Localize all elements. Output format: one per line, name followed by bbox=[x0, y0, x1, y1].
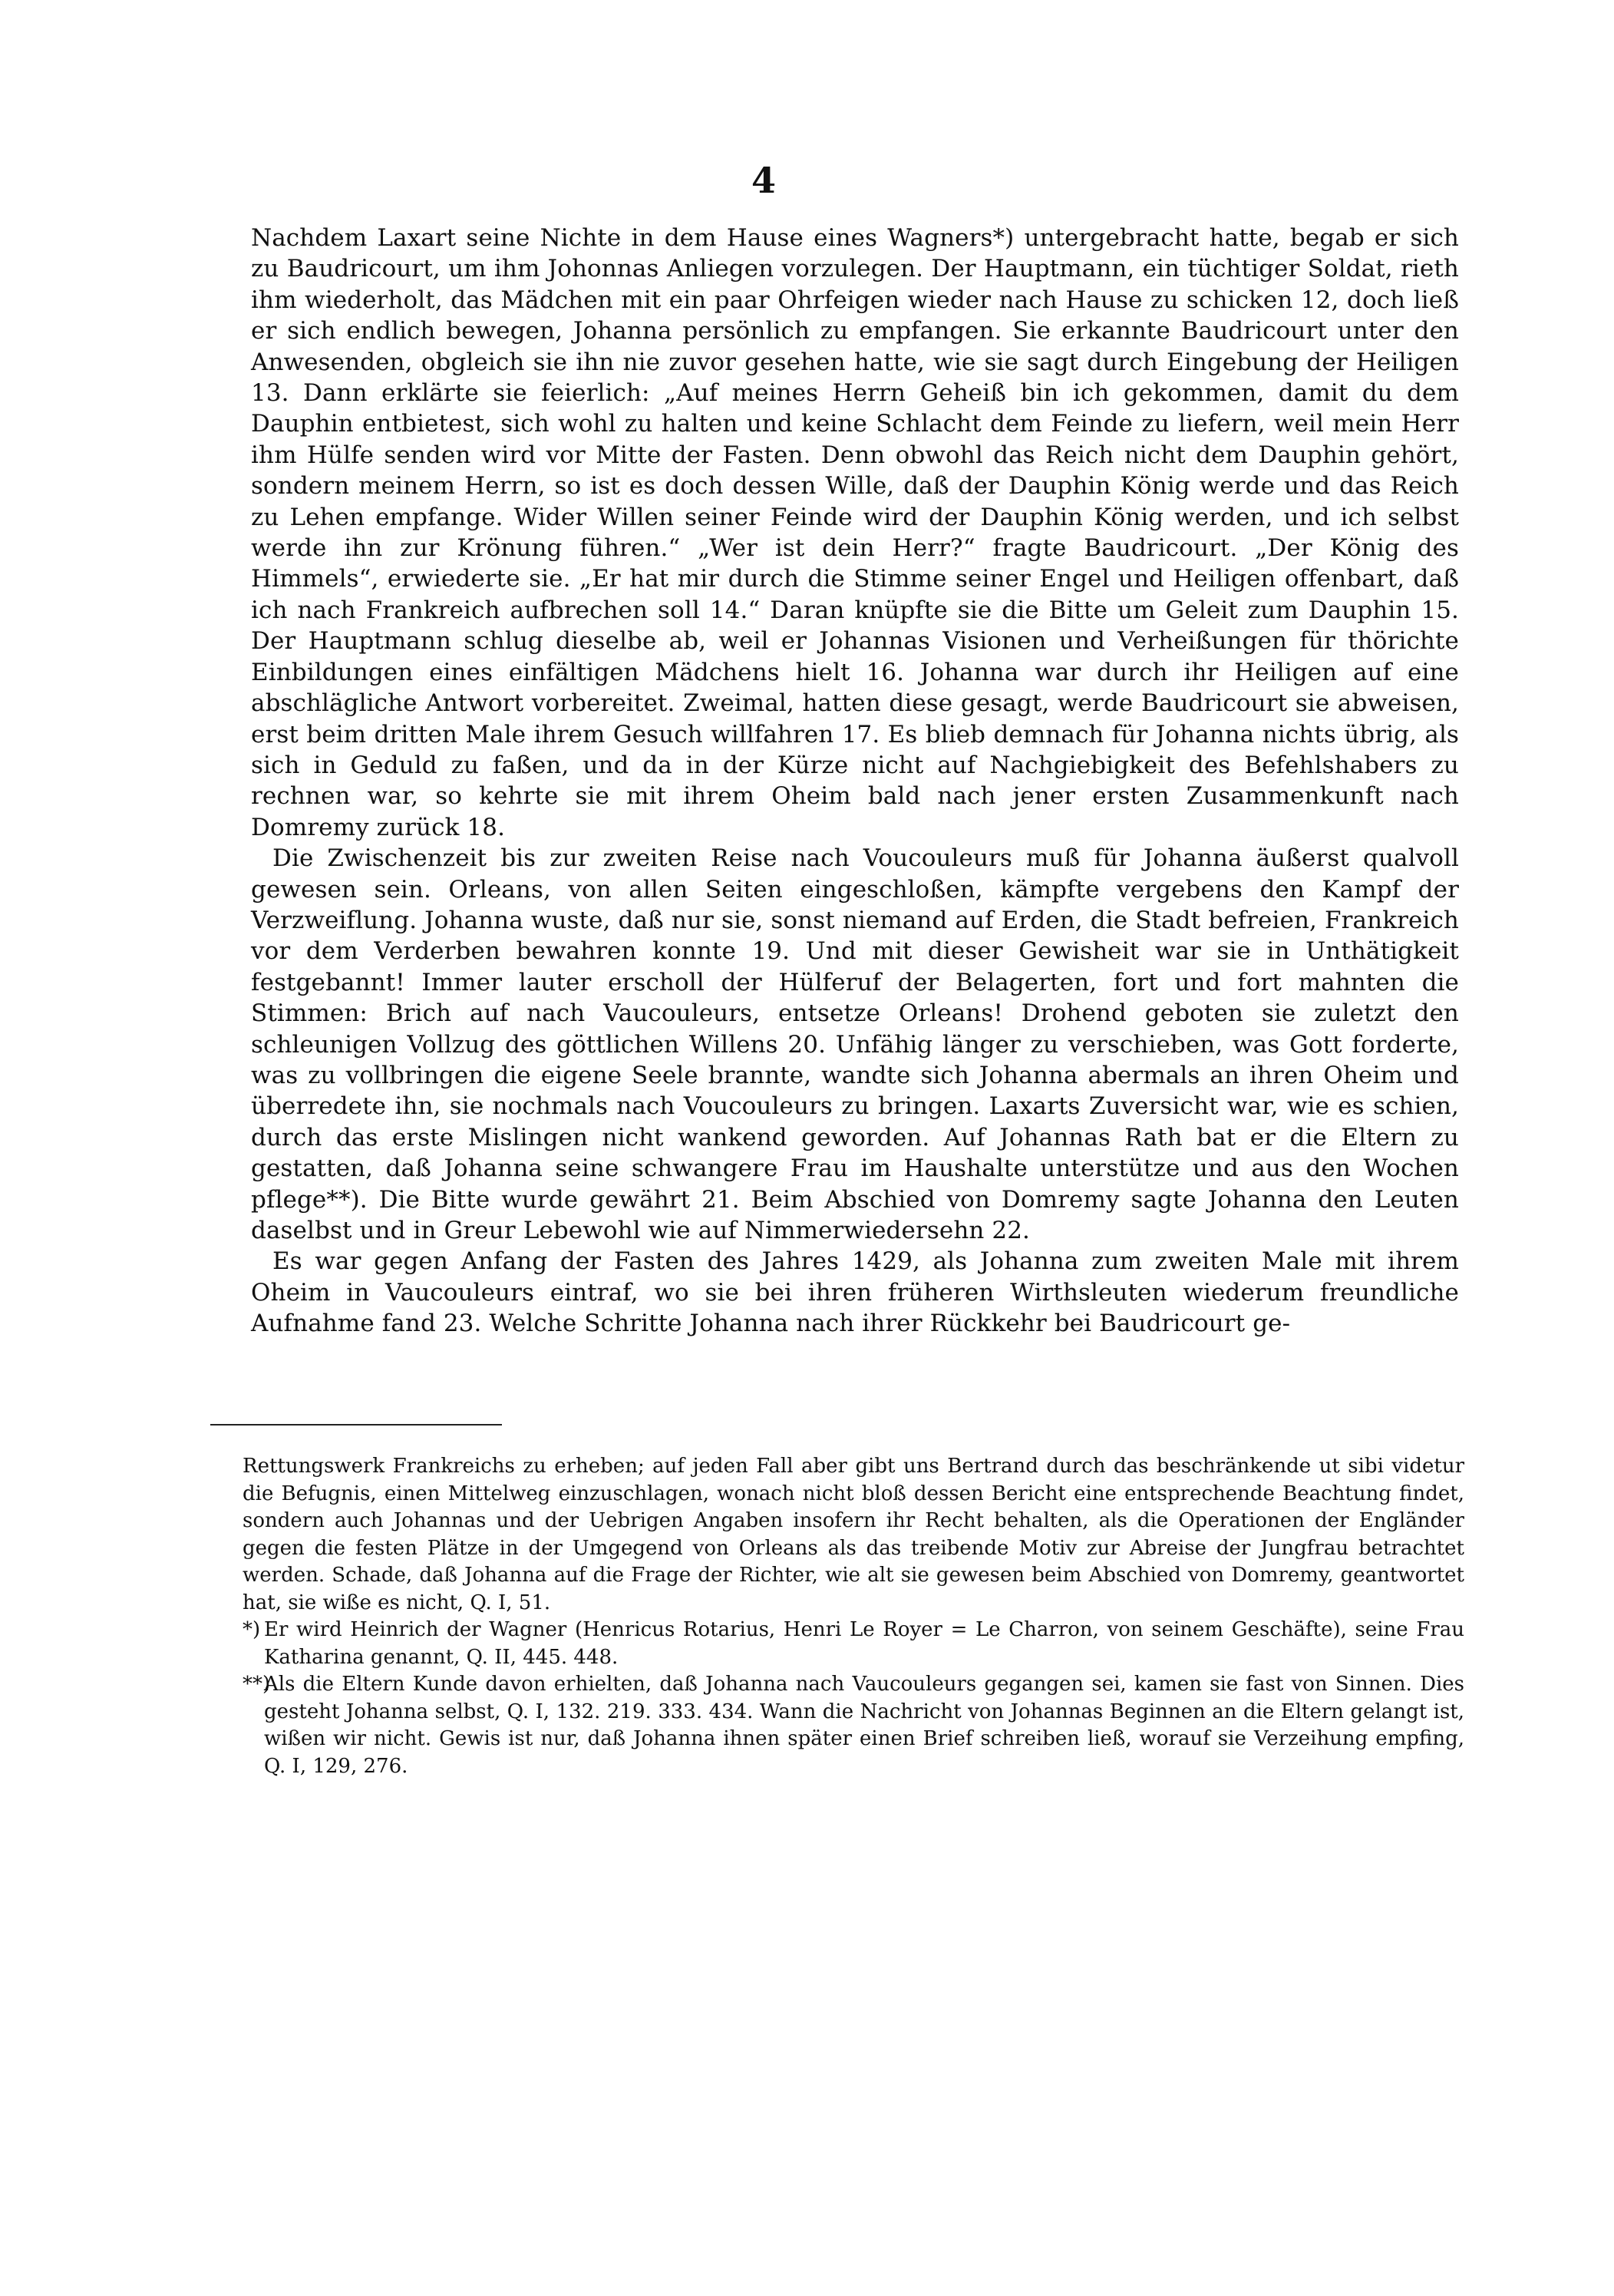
footnote-mark: *) bbox=[243, 1618, 261, 1641]
footnote-mark: **) bbox=[243, 1673, 271, 1696]
footnote-text: Er wird Heinrich der Wagner (Henricus Rotarius, Henri Le Royer = Le Charron, von seinem Geschäfte), seine Frau Katharina genannt, Q. II, 445. 448. bbox=[264, 1618, 1464, 1669]
footnote-text: Als die Eltern Kunde davon erhielten, daß Johanna nach Vaucouleurs gegangen sei, kamen sie fast von Sinnen. Dies gesteht Johanna selbst, Q. I, 132. 219. 333. 434. Wann die Nachricht von Johannas Beginnen an die Eltern gelangt ist, wißen wir nicht. Gewis ist nur, daß Johanna ihnen später einen Brief schreiben ließ, worauf sie Verzeihung empfing, Q. I, 129, 276. bbox=[264, 1673, 1464, 1778]
paragraph: Nachdem Laxart seine Nichte in dem Hause eines Wagners*) untergebracht hatte, begab er sich zu Baudricourt, um ihm Johonnas Anliegen vorzulegen. Der Hauptmann, ein tüchtiger Soldat, rieth ihm wiederholt, das Mädchen mit ein paar Ohrfeigen wieder nach Hause zu schicken 12, doch ließ er sich endlich bewegen, Johanna persönlich zu empfangen. Sie erkannte Baudricourt unter den Anwesenden, obgleich sie ihn nie zuvor gesehen hatte, wie sie sagt durch Eingebung der Heiligen 13. Dann erklärte sie feierlich: „Auf meines Herrn Geheiß bin ich gekommen, damit du dem Dauphin entbietest, sich wohl zu halten und keine Schlacht dem Feinde zu liefern, weil mein Herr ihm Hülfe senden wird vor Mitte der Fasten. Denn obwohl das Reich nicht dem Dauphin gehört, sondern meinem Herrn, so ist es doch dessen Wille, daß der Dauphin König werde und das Reich zu Lehen empfange. Wider Willen seiner Feinde wird der Dauphin König werden, und ich selbst werde ihn zur Krönung führen.“ „Wer ist dein Herr?“ fragte Baudricourt. „Der König des Himmels“, erwiederte sie. „Er hat mir durch die Stimme seiner Engel und Heiligen offenbart, daß ich nach Frankreich aufbrechen soll 14.“ Daran knüpfte sie die Bitte um Geleit zum Dauphin 15. Der Hauptmann schlug dieselbe ab, weil er Johannas Visionen und Verheißungen für thörichte Einbildungen eines einfältigen Mädchens hielt 16. Johanna war durch ihr Heiligen auf eine abschlägliche Antwort vorbereitet. Zweimal, hatten diese gesagt, werde Baudricourt sie abweisen, erst beim dritten Male ihrem Gesuch willfahren 17. Es blieb demnach für Johanna nichts übrig, als sich in Geduld zu faßen, und da in der Kürze nicht auf Nachgiebigkeit des Befehlshabers zu rechnen war, so kehrte sie mit ihrem Oheim bald nach jener ersten Zusammenkunft nach Domremy zurück 18. bbox=[251, 224, 1459, 841]
footnote-item bbox=[243, 1617, 1464, 1671]
page-number: 4 bbox=[751, 160, 776, 201]
footnote-continuation: Rettungswerk Frankreichs zu erheben; auf jeden Fall aber gibt uns Bertrand durch das beschränkende ut sibi videtur die Befugnis, einen Mittelweg einzuschlagen, wonach nicht bloß dessen Bericht eine entsprechende Beachtung findet, sondern auch Johannas und der Uebrigen Angaben insofern ihr Recht behalten, als die Operationen der Engländer gegen die festen Plätze in der Umgegend von Orleans als das treibende Motiv zur Abreise der Jungfrau betrachtet werden. Schade, daß Johanna auf die Frage der Richter, wie alt sie gewesen beim Abschied von Domremy, geantwortet hat, sie wiße es nicht, Q. I, 51. bbox=[243, 1455, 1464, 1614]
footnote-divider bbox=[210, 1424, 502, 1426]
body-text bbox=[251, 223, 1459, 1340]
footnotes bbox=[243, 1453, 1464, 1780]
paragraph: Es war gegen Anfang der Fasten des Jahres 1429, als Johanna zum zweiten Male mit ihrem Oheim in Vaucouleurs eintraf, wo sie bei ihren früheren Wirthsleuten wiederum freundliche Aufnahme fand 23. Welche Schritte Johanna nach ihrer Rückkehr bei Baudricourt ge- bbox=[251, 1247, 1459, 1338]
paragraph: Die Zwischenzeit bis zur zweiten Reise nach Voucouleurs muß für Johanna äußerst qualvoll gewesen sein. Orleans, von allen Seiten eingeschloßen, kämpfte vergebens den Kampf der Verzweiflung. Johanna wuste, daß nur sie, sonst niemand auf Erden, die Stadt befreien, Frankreich vor dem Verderben bewahren konnte 19. Und mit dieser Gewisheit war sie in Unthätigkeit festgebannt! Immer lauter erscholl der Hülferuf der Belagerten, fort und fort mahnten die Stimmen: Brich auf nach Vaucouleurs, entsetze Orleans! Drohend geboten sie zuletzt den schleunigen Vollzug des göttlichen Willens 20. Unfähig länger zu verschieben, was Gott forderte, was zu vollbringen die eigene Seele brannte, wandte sich Johanna abermals an ihren Oheim und überredete ihn, sie nochmals nach Voucouleurs zu bringen. Laxarts Zuversicht war, wie es schien, durch das erste Mislingen nicht wankend geworden. Auf Johannas Rath bat er die Eltern zu gestatten, daß Johanna seine schwangere Frau im Haushalte unterstütze und aus den Wochen pflege**). Die Bitte wurde gewährt 21. Beim Abschied von Domremy sagte Johanna den Leuten daselbst und in Greur Lebewohl wie auf Nimmerwiedersehn 22. bbox=[251, 844, 1459, 1244]
footnote-item bbox=[243, 1671, 1464, 1780]
